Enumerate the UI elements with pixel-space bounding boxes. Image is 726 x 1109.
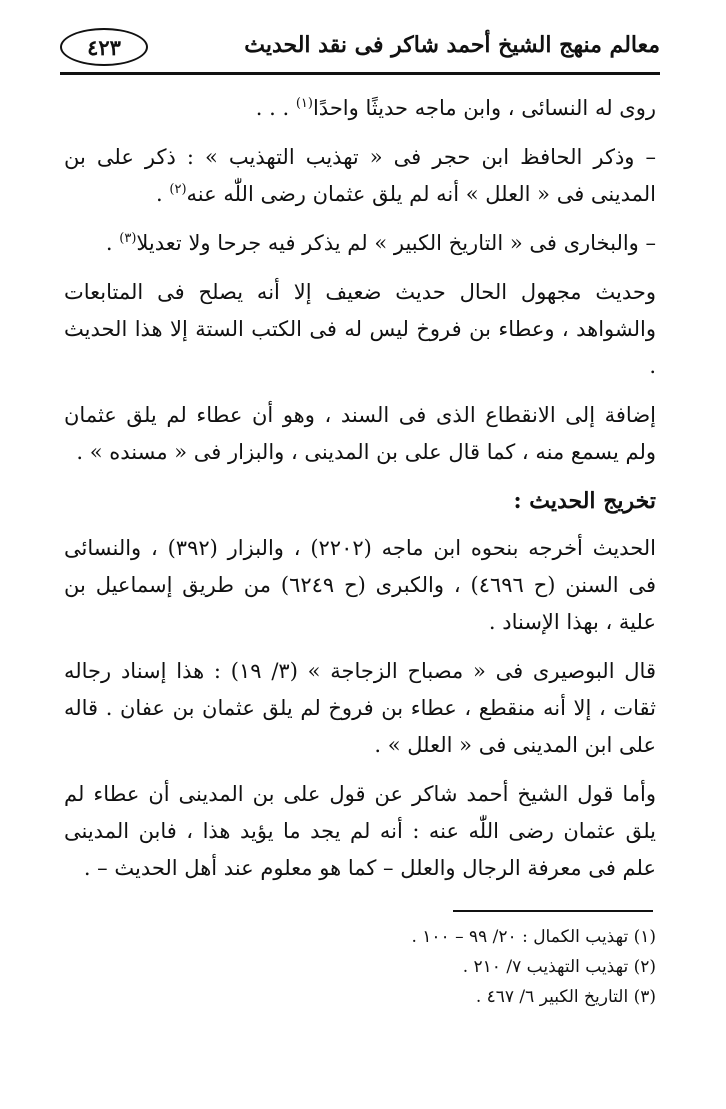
running-title: معالم منهج الشيخ أحمد شاكر فى نقد الحديث (244, 32, 660, 58)
footnote-rule (453, 910, 653, 912)
page-number: ٤٢٣ (60, 28, 148, 66)
footnote-1: (١) تهذيب الكمال : ٢٠/ ٩٩ – ١٠٠ . (411, 927, 656, 947)
footnote-ref-3: (٣) (119, 231, 137, 246)
header-rule (60, 72, 660, 75)
footnote-ref-2: (٢) (169, 182, 187, 197)
footnote-3: (٣) التاريخ الكبير ٦/ ٤٦٧ . (475, 987, 656, 1007)
footnote-2: (٢) تهذيب التهذيب ٧/ ٢١٠ . (462, 957, 656, 977)
footnotes (64, 922, 656, 1012)
paragraph-1: روى له النسائى ، وابن ماجه حديثًا واحدًا$^{(١)}$ . . . (255, 96, 656, 120)
paragraph-4: وحديث مجهول الحال حديث ضعيف إلا أنه يصلح فى المتابعات والشواهد ، وعطاء بن فروخ ليس له فى الكتب الستة إلا هذا الحديث . (64, 280, 656, 378)
paragraph-2: – وذكر الحافظ ابن حجر فى « تهذيب التهذيب » : ذكر على بن المدينى فى « العلل » أنه لم يلق عثمان رضى اللّٰه عنه$^{(٢)}$ . (64, 145, 656, 206)
page-header (60, 28, 660, 72)
paragraph-6: الحديث أخرجه بنحوه ابن ماجه (٢٢٠٢) ، والبزار (٣٩٢) ، والنسائى فى السنن (ح ٤٦٩٦) ، والكبرى (ح ٦٢٤٩) من طريق إسماعيل بن علية ، بهذا الإسناد . (64, 536, 656, 634)
section-heading: تخريج الحديث : (513, 488, 656, 514)
paragraph-5: إضافة إلى الانقطاع الذى فى السند ، وهو أن عطاء لم يلق عثمان ولم يسمع منه ، كما قال على بن المدينى ، والبزار فى « مسنده » . (64, 403, 656, 464)
footnote-ref-1: (١) (295, 96, 313, 111)
paragraph-3: – والبخارى فى « التاريخ الكبير » لم يذكر فيه جرحا ولا تعديلا$^{(٣)}$ . (105, 231, 656, 255)
main-text (64, 90, 656, 899)
paragraph-7: قال البوصيرى فى « مصباح الزجاجة » (٣/ ١٩) : هذا إسناد رجاله ثقات ، إلا أنه منقطع ، عطاء بن فروخ لم يلق عثمان بن عفان . قاله على ابن المدينى فى « العلل » . (64, 659, 656, 757)
paragraph-8: وأما قول الشيخ أحمد شاكر عن قول على بن المدينى أن عطاء لم يلق عثمان رضى اللّٰه عنه : أنه لم يجد ما يؤيد هذا ، فابن المدينى علم فى معرفة الرجال والعلل – كما هو معلوم عند أهل الحديث – . (64, 782, 656, 880)
